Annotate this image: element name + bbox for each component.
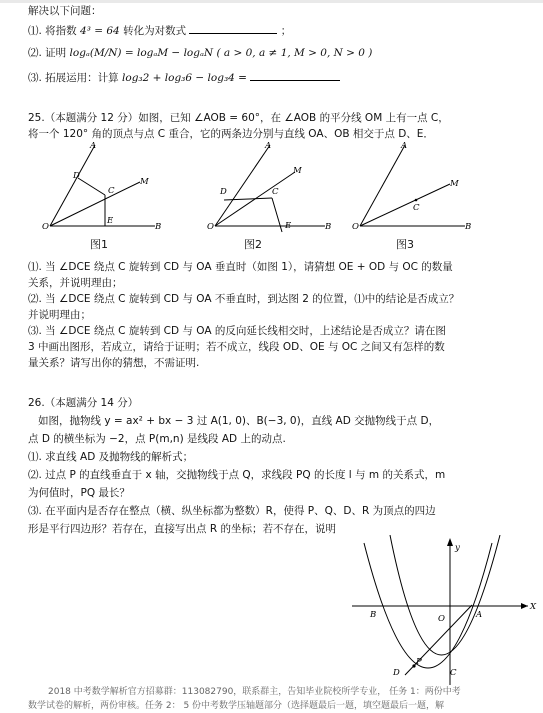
svg-text:O: O [352,222,359,232]
q1-expression: 4³ = 64 [80,25,120,37]
second-curve [390,535,500,655]
svg-text:A: A [90,141,97,151]
svg-text:M: M [140,177,149,187]
svg-text:E: E [285,221,292,231]
figure-3-caption: 图3 [396,238,414,251]
p26-sub1: ⑴. 求直线 AD 及抛物线的解析式； [28,451,194,463]
q3-equals: = [234,72,251,84]
p25-stem-line2: 将一个 120° 角的顶点与点 C 重合，它的两条边分别与直线 OA、OB 相交于点 D、E． [28,128,434,140]
q1-prefix: ⑴. 将指数 [28,25,81,37]
p25-figures [40,140,510,240]
svg-text:C: C [272,187,279,197]
p25-sub2-line1: ⑵. 当 ∠DCE 绕点 C 旋转到 CD 与 OA 不垂直时，到达图 2 的位置，⑴中的结论是否成立？ [28,293,460,305]
p26-sub3-line2: 形是平行四边形？若存在，直接写出点 R 的坐标；若不存在，说明 [28,523,336,535]
p26-sub3-line1: ⑶. 在平面内是否存在整点（横、纵坐标都为整数）R，使得 P、Q、D、R 为顶点的四边 [28,505,436,517]
p25-sub3-line3: 量关系？请写出你的猜想，不需证明. [28,357,200,369]
svg-text:C: C [108,186,115,196]
svg-text:D: D [73,171,80,181]
p25-sub3-line2: 3 中画出图形，若成立，请给于证明；若不成立，线段 OD、OE 与 OC 之间又有怎样的数 [28,341,445,353]
figure-3-diagram [352,141,471,232]
footer-line1: 2018 中考数学解析官方招募群：113082790，联系群主，告知毕业院校所学专业， 任务 1：两份中考 [48,687,461,697]
intro-text: 解决以下问题： [28,5,102,17]
svg-text:A: A [476,610,483,620]
q1-instruction: 转化为对数式 [119,25,187,37]
svg-text:B: B [370,610,377,620]
svg-text:X: X [530,602,537,612]
svg-text:O: O [42,222,49,232]
svg-text:B: B [465,222,472,232]
figure-2-caption: 图2 [244,238,262,251]
p25-sub3-line1: ⑶. 当 ∠DCE 绕点 C 旋转到 CD 与 OA 的反向延长线相交时，上述结论是否成立？请在图 [28,325,446,337]
svg-text:A: A [265,141,272,151]
p26-stem-line2: 点 D 的横坐标为 −2，点 P(m,n) 是线段 AD 上的动点. [28,433,286,445]
p26-heading: 26.（本题满分 14 分） [28,397,139,409]
svg-text:M: M [450,179,459,189]
svg-text:D: D [220,187,227,197]
p25-stem-line1: 25.（本题满分 12 分）如图，已知 ∠AOB = 60°，在 ∠AOB 的平分线 OM 上有一点 C， [28,112,449,124]
p26-stem-line1: 如图，抛物线 y = ax² + bx − 3 过 A(1, 0)、B(−3, 0)，直线 AD 交抛物线于点 D， [38,415,440,427]
q2-expression: logₐ(M/N) = logₐM − logₐN ( a > 0, a ≠ 1, M > 0, N > 0 ) [69,47,373,59]
question-2 [28,46,372,60]
svg-text:O: O [207,222,214,232]
p26-sub2-line2: 为何值时，PQ 最长？ [28,487,130,499]
q3-expression: log₃2 + log₃6 − log₃4 [122,72,235,84]
svg-text:C: C [413,203,420,213]
q2-prefix: ⑵. 证明 [28,47,70,59]
svg-text:C: C [450,668,457,678]
svg-text:E: E [107,216,114,226]
svg-text:M: M [293,166,302,176]
parabola-figure [350,535,540,685]
svg-text:B: B [325,222,332,232]
footer-line2: 数学试卷的解析，两份审核。任务 2： 5 份中考数学压轴题部分（选择题最后一题，填空题最后一题，解 [28,701,445,711]
svg-text:O: O [438,614,445,624]
p26-sub2-line1: ⑵. 过点 P 的直线垂直于 x 轴，交抛物线于点 Q，求线段 PQ 的长度 l 与 m 的关系式，m [28,469,446,481]
p25-sub1-line2: 关系，并说明理由； [28,277,123,289]
q1-end: ； [280,25,292,37]
q1-answer-blank[interactable] [189,33,277,34]
q3-prefix: ⑶. 拓展运用：计算 [28,72,123,84]
svg-text:D: D [393,668,400,678]
svg-text:P: P [416,657,422,667]
question-3 [28,71,340,85]
figure-2-diagram [207,141,331,232]
figure-1-caption: 图1 [90,238,108,251]
p25-sub1-line1: ⑴. 当 ∠DCE 绕点 C 旋转到 CD 与 OA 垂直时（如图 1），请猜想 OE + OD 与 OC 的数量 [28,261,453,273]
q3-answer-blank[interactable] [250,80,340,81]
top-edge-strip [0,0,543,3]
p25-sub2-line2: 并说明理由； [28,309,91,321]
svg-text:B: B [155,222,162,232]
question-1 [28,24,291,38]
svg-text:y: y [455,543,460,553]
svg-text:A: A [401,141,408,151]
figure-1-diagram [42,141,161,232]
